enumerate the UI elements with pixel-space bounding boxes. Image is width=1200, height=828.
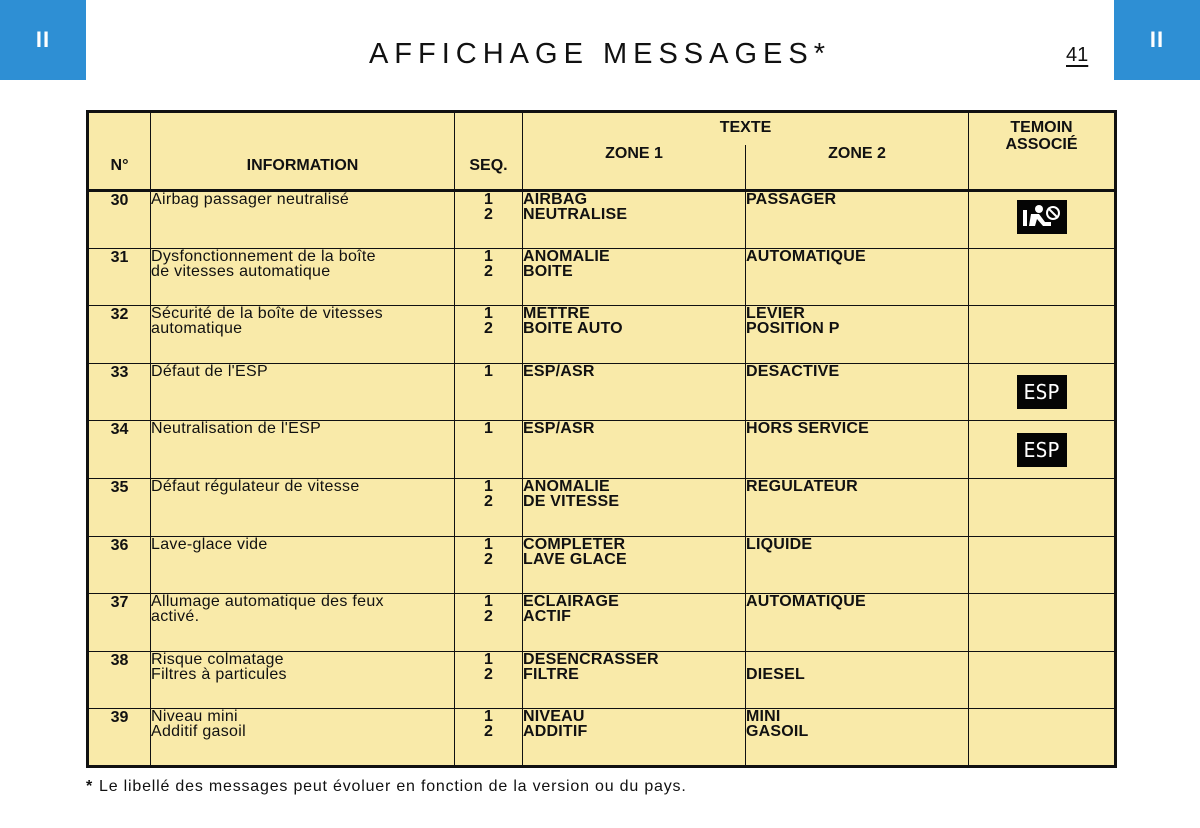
- row-sequence: [455, 651, 523, 709]
- sequence-line: 1: [484, 535, 493, 553]
- footnote-star: *: [86, 778, 94, 795]
- row-zone2: [746, 709, 969, 767]
- row-temoin: [969, 306, 1116, 364]
- row-zone1: [523, 306, 746, 364]
- row-number: 32: [88, 306, 151, 364]
- table-row: [88, 709, 1116, 767]
- row-information: [151, 363, 455, 421]
- sequence-line: 2: [484, 665, 493, 683]
- zone1-line: METTRE: [523, 305, 590, 323]
- header-sequence: SEQ.: [455, 112, 523, 191]
- esp-icon: ESP: [1017, 433, 1067, 467]
- row-number: 38: [88, 651, 151, 709]
- table-row: [88, 363, 1116, 421]
- zone1-line: FILTRE: [523, 665, 580, 683]
- row-temoin: [969, 248, 1116, 306]
- table-row: [88, 248, 1116, 306]
- page-number: 41: [1066, 44, 1089, 66]
- row-zone1: [523, 248, 746, 306]
- row-information: [151, 421, 455, 479]
- section-tab-left: II: [0, 0, 86, 80]
- row-number: 33: [88, 363, 151, 421]
- row-zone1: [523, 363, 746, 421]
- header-zone1: ZONE 1: [523, 145, 746, 191]
- zone2-line: AUTOMATIQUE: [746, 247, 866, 265]
- row-information: [151, 594, 455, 652]
- row-zone1: [523, 191, 746, 249]
- zone2-line: DESACTIVE: [746, 362, 840, 380]
- table-row: [88, 306, 1116, 364]
- sequence-line: 2: [484, 206, 493, 223]
- header-temoin-line1: TEMOIN: [1010, 119, 1073, 136]
- sequence-line: 2: [484, 723, 493, 741]
- sequence-line: 1: [484, 477, 493, 495]
- header-zone2: ZONE 2: [746, 145, 969, 191]
- row-zone2: [746, 191, 969, 249]
- zone2-line: POSITION P: [746, 320, 840, 338]
- table-row: [88, 651, 1116, 709]
- information-line: Dysfonctionnement de la boîte: [151, 247, 376, 265]
- row-zone1: [523, 536, 746, 594]
- header-temoin: [969, 112, 1116, 191]
- zone2-line: HORS SERVICE: [746, 420, 870, 438]
- table-row: [88, 478, 1116, 536]
- row-zone2: [746, 536, 969, 594]
- zone1-line: NIVEAU: [523, 708, 585, 726]
- zone1-line: ANOMALIE: [523, 247, 610, 265]
- information-line: automatique: [151, 320, 243, 338]
- information-line: Défaut régulateur de vitesse: [151, 477, 360, 495]
- zone1-line: ESP/ASR: [523, 362, 595, 380]
- row-zone2: [746, 363, 969, 421]
- row-sequence: [455, 536, 523, 594]
- row-sequence: [455, 248, 523, 306]
- zone2-line: LEVIER: [746, 305, 805, 323]
- zone2-line: AUTOMATIQUE: [746, 593, 866, 611]
- row-number: 37: [88, 594, 151, 652]
- sequence-line: 2: [484, 320, 493, 338]
- row-sequence: [455, 421, 523, 479]
- row-zone2: [746, 306, 969, 364]
- row-number: 35: [88, 478, 151, 536]
- row-information: [151, 709, 455, 767]
- zone2-line: PASSAGER: [746, 191, 837, 208]
- zone1-line: ACTIF: [523, 608, 572, 626]
- zone1-line: LAVE GLACE: [523, 550, 627, 568]
- row-zone1: [523, 594, 746, 652]
- row-sequence: [455, 594, 523, 652]
- table-row: [88, 536, 1116, 594]
- row-temoin: [969, 191, 1116, 249]
- messages-table: [86, 110, 1117, 768]
- zone2-line: GASOIL: [746, 723, 809, 741]
- zone2-line: REGULATEUR: [746, 477, 858, 495]
- information-line: de vitesses automatique: [151, 262, 331, 280]
- row-zone2: [746, 421, 969, 479]
- row-information: [151, 306, 455, 364]
- footnote-text: Le libellé des messages peut évoluer en fonction de la version ou du pays.: [99, 778, 687, 795]
- header-texte: TEXTE: [523, 112, 969, 146]
- row-information: [151, 478, 455, 536]
- sequence-line: 1: [484, 593, 493, 611]
- zone1-line: ECLAIRAGE: [523, 593, 620, 611]
- information-line: Allumage automatique des feux: [151, 593, 384, 611]
- zone1-line: BOITE AUTO: [523, 320, 623, 338]
- row-zone1: [523, 651, 746, 709]
- information-line: Défaut de l'ESP: [151, 362, 268, 380]
- zone2-line: [746, 652, 968, 667]
- information-line: Airbag passager neutralisé: [151, 191, 350, 208]
- row-zone2: [746, 594, 969, 652]
- row-zone1: [523, 421, 746, 479]
- information-line: Lave-glace vide: [151, 535, 268, 553]
- sequence-line: 1: [484, 305, 493, 323]
- zone1-line: DESENCRASSER: [523, 650, 659, 668]
- information-line: Niveau mini: [151, 708, 238, 726]
- zone2-line: MINI: [746, 708, 781, 726]
- information-line: Neutralisation de l'ESP: [151, 420, 322, 438]
- table-body: [88, 191, 1116, 767]
- row-information: [151, 536, 455, 594]
- row-sequence: [455, 363, 523, 421]
- row-sequence: [455, 709, 523, 767]
- information-line: Additif gasoil: [151, 723, 246, 741]
- sequence-line: 1: [484, 362, 493, 380]
- sequence-line: 2: [484, 550, 493, 568]
- row-information: [151, 248, 455, 306]
- header-number: N°: [88, 112, 151, 191]
- row-temoin: [969, 421, 1116, 479]
- table-row: [88, 421, 1116, 479]
- row-temoin: [969, 651, 1116, 709]
- row-zone1: [523, 478, 746, 536]
- zone1-line: DE VITESSE: [523, 492, 620, 510]
- header-information: INFORMATION: [151, 112, 455, 191]
- information-line: Filtres à particules: [151, 665, 287, 683]
- esp-icon: ESP: [1017, 375, 1067, 409]
- zone1-line: BOITE: [523, 262, 573, 280]
- row-number: 39: [88, 709, 151, 767]
- row-temoin: [969, 536, 1116, 594]
- sequence-line: 1: [484, 191, 493, 208]
- sequence-line: 1: [484, 247, 493, 265]
- row-number: 31: [88, 248, 151, 306]
- zone2-line: LIQUIDE: [746, 535, 813, 553]
- row-zone2: [746, 651, 969, 709]
- row-temoin: [969, 709, 1116, 767]
- information-line: Risque colmatage: [151, 650, 284, 668]
- section-tab-right: II: [1114, 0, 1200, 80]
- sequence-line: 1: [484, 650, 493, 668]
- zone1-line: COMPLETER: [523, 535, 626, 553]
- row-number: 36: [88, 536, 151, 594]
- row-sequence: [455, 191, 523, 249]
- page-title: AFFICHAGE MESSAGES*: [368, 38, 832, 70]
- airbag-passenger-off-icon: [1017, 200, 1067, 234]
- row-temoin: [969, 478, 1116, 536]
- row-number: 30: [88, 191, 151, 249]
- zone1-line: AIRBAG: [523, 191, 588, 208]
- row-information: [151, 651, 455, 709]
- row-sequence: [455, 306, 523, 364]
- zone1-line: ESP/ASR: [523, 420, 595, 438]
- information-line: activé.: [151, 608, 200, 626]
- row-zone2: [746, 248, 969, 306]
- sequence-line: 1: [484, 708, 493, 726]
- sequence-line: 2: [484, 492, 493, 510]
- table-row: [88, 594, 1116, 652]
- row-temoin: [969, 363, 1116, 421]
- zone1-line: ADDITIF: [523, 723, 588, 741]
- row-zone1: [523, 709, 746, 767]
- zone1-line: NEUTRALISE: [523, 206, 628, 223]
- table-row: [88, 191, 1116, 249]
- row-temoin: [969, 594, 1116, 652]
- footnote: [86, 778, 687, 796]
- row-information: [151, 191, 455, 249]
- row-sequence: [455, 478, 523, 536]
- information-line: Sécurité de la boîte de vitesses: [151, 305, 383, 323]
- sequence-line: 2: [484, 262, 493, 280]
- zone2-line: DIESEL: [746, 665, 805, 683]
- sequence-line: 2: [484, 608, 493, 626]
- row-number: 34: [88, 421, 151, 479]
- zone1-line: ANOMALIE: [523, 477, 610, 495]
- sequence-line: 1: [484, 420, 493, 438]
- row-zone2: [746, 478, 969, 536]
- header-temoin-line2: ASSOCIÉ: [1005, 136, 1078, 153]
